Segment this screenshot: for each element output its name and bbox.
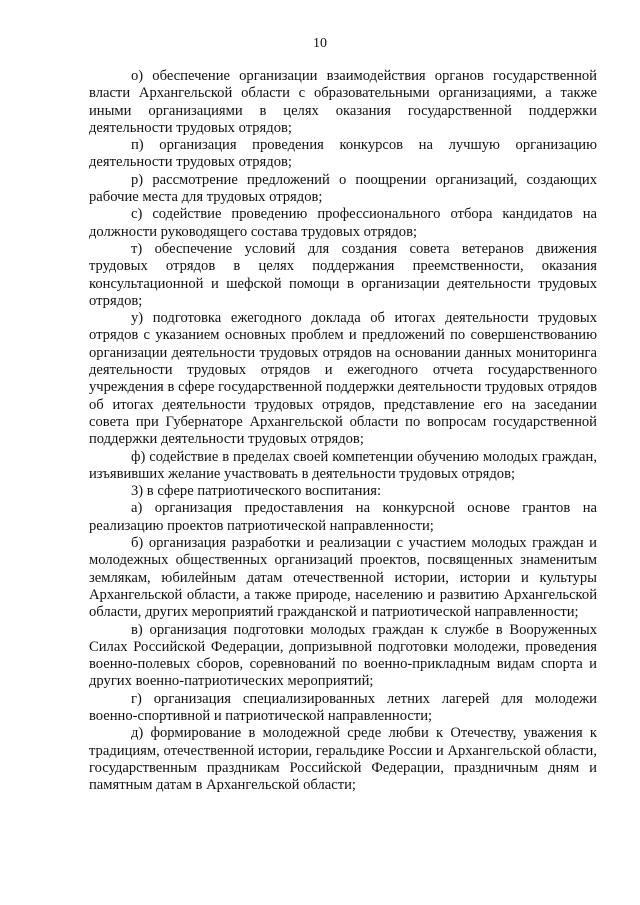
paragraph-item-g: г) организация специализированных летних лагерей для молодежи военно-спортивной и патриотической направленности; [89, 690, 597, 724]
paragraph-item-a: а) организация предоставления на конкурсной основе грантов на реализацию проектов патриотической направленности; [89, 500, 597, 534]
paragraph-item-t: т) обеспечение условий для создания совета ветеранов движения трудовых отрядов в целях поддержания преемственности, оказания консультационной и шефской помощи в организации деятельности трудовых отрядов; [89, 240, 597, 309]
paragraph-item-u: у) подготовка ежегодного доклада об итогах деятельности трудовых отрядов с указанием основных проблем и предложений по совершенствованию организации деятельности трудовых отрядов на основании данных мониторинга деятельности трудовых отрядов и ежегодного отчета государственного учреждения в сфере государственной поддержки деятельности трудовых отрядов об итогах деятельности трудовых отрядов, представление его на заседании совета при Губернаторе Архангельской области по вопросам государственной поддержки деятельности трудовых отрядов; [89, 310, 597, 448]
paragraph-item-f: ф) содействие в пределах своей компетенции обучению молодых граждан, изъявивших желание участвовать в деятельности трудовых отрядов; [89, 448, 597, 482]
paragraph-item-d: д) формирование в молодежной среде любви к Отечеству, уважения к традициям, отечественной истории, геральдике России и Архангельской области, государственным праздникам Российской Федерации, праздничным дням и памятным датам в Архангельской области; [89, 725, 597, 794]
page-number: 10 [313, 36, 327, 51]
paragraph-item-b: б) организация разработки и реализации с участием молодых граждан и молодежных общественных организаций проектов, посвященных знаменитым землякам, юбилейным датам отечественной истории, истории и культуры Архангельской области, а также природе, населению и развитию Архангельской области, других мероприятий гражданской и патриотической направленности; [89, 535, 597, 621]
paragraph-item-s: с) содействие проведению профессионального отбора кандидатов на должности руководящего состава трудовых отрядов; [89, 206, 597, 240]
section-heading-patriotic-education: 3) в сфере патриотического воспитания: [131, 483, 382, 500]
document-body [89, 68, 597, 794]
paragraph-item-p: п) организация проведения конкурсов на лучшую организацию деятельности трудовых отрядов; [89, 137, 597, 171]
paragraph-item-v: в) организация подготовки молодых граждан к службе в Вооруженных Силах Российской Федерации, допризывной подготовки молодежи, проведения военно-полевых сборов, соревнований по военно-прикладным видам спорта и других военно-патриотических мероприятий; [89, 621, 597, 690]
paragraph-item-r: р) рассмотрение предложений о поощрении организаций, создающих рабочие места для трудовых отрядов; [89, 171, 597, 206]
paragraph-item-o: о) обеспечение организации взаимодействия органов государственной власти Архангельской области с образовательными организациями, а также иными организациями в целях оказания государственной поддержки деятельности трудовых отрядов; [89, 68, 597, 136]
